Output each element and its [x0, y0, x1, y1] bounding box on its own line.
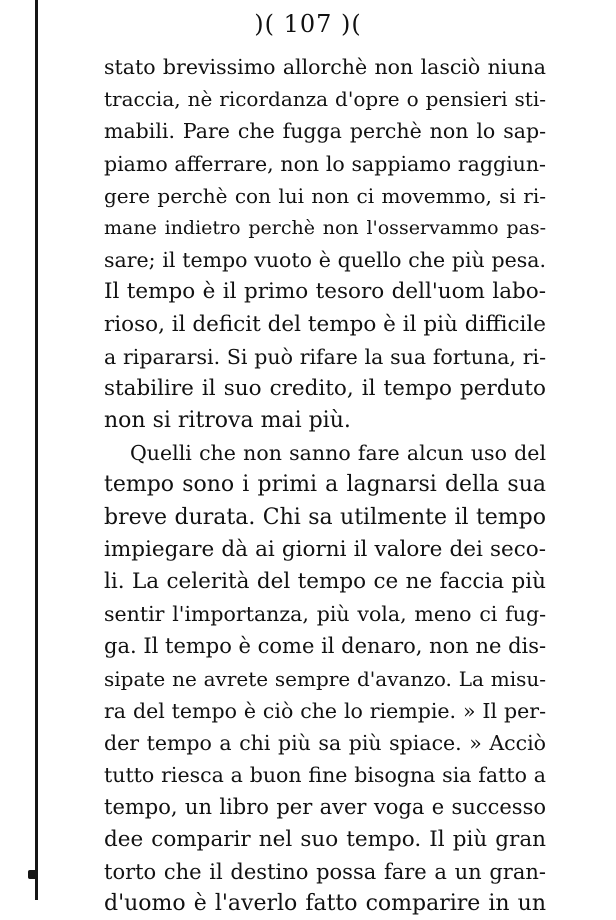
text-line: gere perchè con lui non ci movemmo, si ri-: [104, 183, 546, 208]
text-line: rioso, il deficit del tempo è il più difficile: [104, 311, 546, 337]
text-line: mane indietro perchè non l'osservammo pas-: [104, 216, 546, 239]
paragraph-end-line: non si ritrova mai più.: [104, 408, 351, 434]
text-line: piamo afferrare, non lo sappiamo raggiun-: [104, 151, 546, 176]
text-line: stato brevissimo allorchè non lasciò niuna: [104, 55, 546, 79]
text-line: sentir l'importanza, più vola, meno ci fug-: [104, 602, 546, 627]
text-line: tempo, un libro per aver voga e successo: [104, 795, 546, 820]
text-line: dee comparir nel suo tempo. Il più gran: [104, 826, 546, 852]
text-line: torto che il destino possa fare a un gran-: [104, 859, 546, 884]
text-line: ga. Il tempo è come il denaro, non ne dis-: [104, 634, 547, 659]
text-line: Il tempo è il primo tesoro dell'uom labo-: [104, 279, 546, 305]
binding-edge-line: [35, 0, 38, 900]
text-line: a ripararsi. Si può rifare la sua fortuna, ri-: [104, 344, 546, 369]
page-number: )( 107 )(: [254, 10, 362, 38]
text-line: der tempo a chi più sa più spiace. » Acciò: [104, 730, 546, 755]
paragraph-start-line: Quelli che non sanno fare alcun uso del: [130, 441, 546, 466]
text-line: tempo sono i primi a lagnarsi della sua: [104, 472, 546, 498]
body-text: [104, 51, 546, 920]
text-line: sare; il tempo vuoto è quello che più pesa.: [104, 248, 546, 273]
text-line: impiegare dà ai giorni il valore dei seco-: [104, 536, 546, 562]
text-line: li. La celerità del tempo ce ne faccia più: [104, 569, 546, 594]
text-line: ra del tempo è ciò che lo riempie. » Il per-: [104, 698, 546, 723]
text-line: d'uomo è l'averlo fatto comparire in un: [104, 890, 546, 916]
text-line: breve durata. Chi sa utilmente il tempo: [104, 504, 546, 530]
text-line: tutto riesca a buon fine bisogna sia fatto a: [104, 763, 546, 788]
text-line: traccia, nè ricordanza d'opre o pensieri sti-: [104, 87, 546, 112]
binding-edge-mark: [28, 870, 37, 879]
text-line: sipate ne avrete sempre d'avanzo. La misu-: [104, 666, 546, 691]
text-line: mabili. Pare che fugga perchè non lo sap-: [104, 119, 546, 144]
text-line: stabilire il suo credito, il tempo perduto: [104, 375, 546, 401]
